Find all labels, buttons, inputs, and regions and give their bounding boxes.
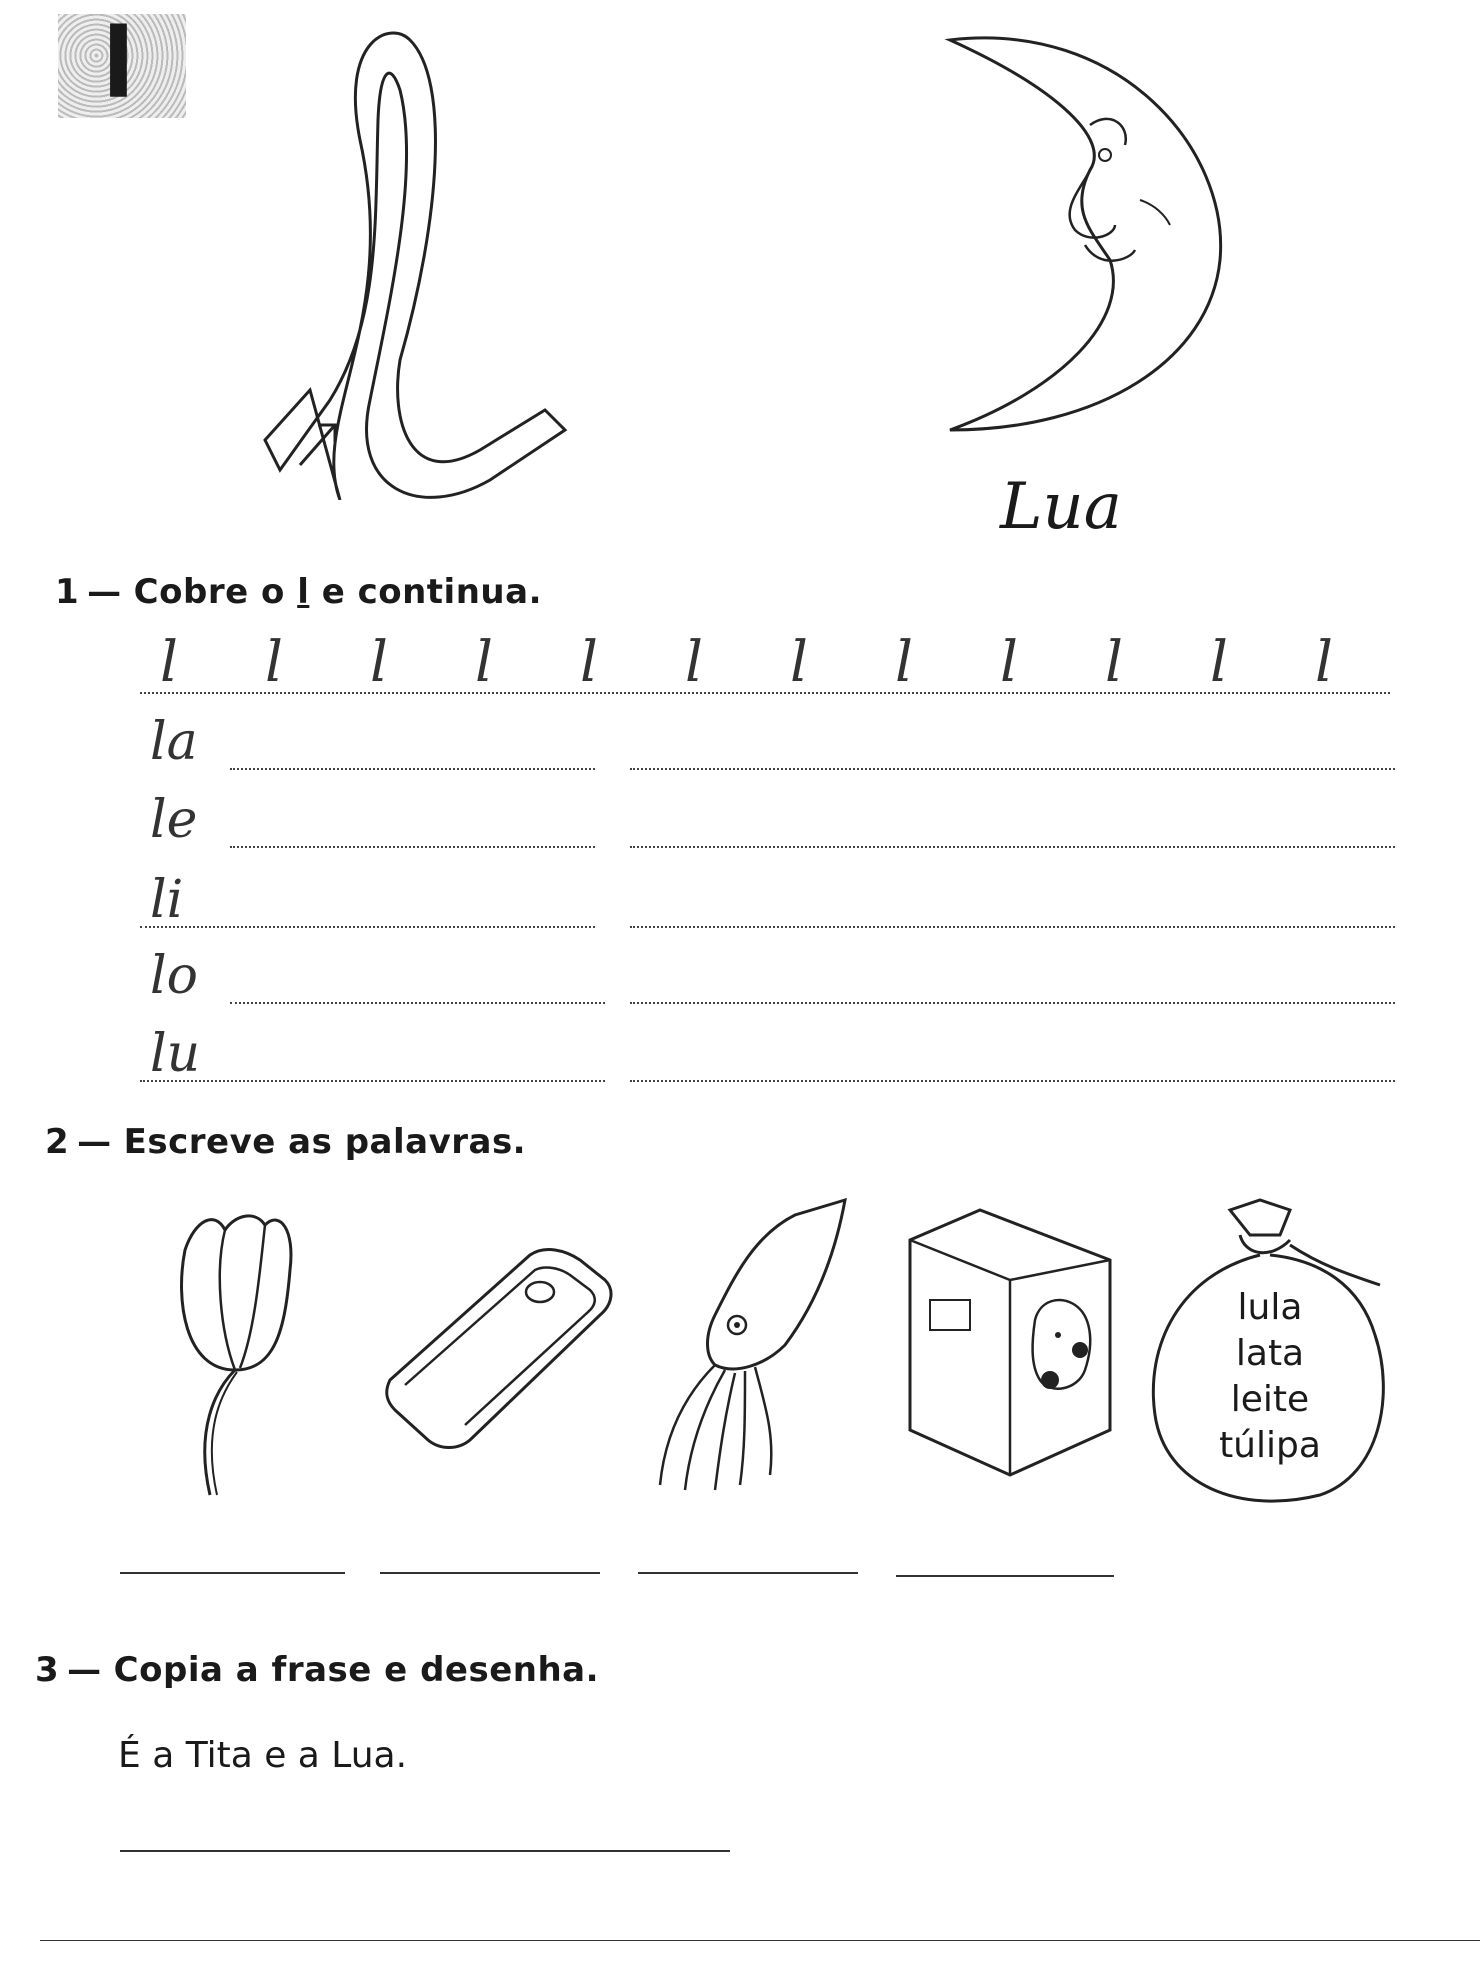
exercise2-title: 2 — Escreve as palavras. — [45, 1122, 527, 1162]
moon-illustration — [940, 30, 1240, 440]
tin-can-icon — [380, 1240, 620, 1460]
writing-line[interactable] — [630, 768, 1395, 770]
milk-carton-icon — [900, 1200, 1120, 1480]
writing-line[interactable] — [630, 1002, 1395, 1004]
trace-letter: l — [580, 630, 598, 695]
badge-letter: l — [102, 8, 135, 120]
writing-line[interactable] — [630, 846, 1395, 848]
writing-line[interactable] — [630, 1080, 1395, 1082]
syllable-lo: lo — [150, 946, 198, 1006]
trace-letter: l — [370, 630, 388, 695]
writing-line[interactable] — [230, 846, 595, 848]
trace-letter: l — [1105, 630, 1123, 695]
syllable-li: li — [150, 870, 184, 930]
syllable-lu: lu — [150, 1024, 201, 1084]
page-bottom-rule — [40, 1940, 1480, 1941]
trace-letter: l — [895, 630, 913, 695]
answer-line[interactable] — [380, 1572, 600, 1574]
tulip-icon — [165, 1210, 305, 1500]
trace-letter: l — [790, 630, 808, 695]
word-bank-item: lata — [1235, 1333, 1305, 1374]
exercise1-title: 1 — Cobre o l e continua. — [55, 572, 542, 612]
writing-line[interactable] — [230, 1002, 605, 1004]
word-bank-item: túlipa — [1219, 1425, 1321, 1466]
squid-icon — [645, 1195, 855, 1495]
model-sentence: É a Tita e a Lua. — [118, 1735, 408, 1776]
trace-letter: l — [1210, 630, 1228, 695]
answer-line[interactable] — [120, 1572, 345, 1574]
exercise3-title: 3 — Copia a frase e desenha. — [35, 1650, 600, 1690]
writing-line[interactable] — [630, 926, 1395, 928]
cursive-l-illustration — [250, 20, 580, 500]
writing-line[interactable] — [140, 926, 595, 928]
trace-letter: l — [1315, 630, 1333, 695]
trace-letter: l — [160, 630, 178, 695]
word-bank — [1150, 1285, 1390, 1469]
answer-line[interactable] — [638, 1572, 858, 1574]
l-outline-path — [265, 33, 565, 500]
syllable-la: la — [150, 712, 198, 772]
word-bank-item: lula — [1237, 1287, 1303, 1328]
word-bank-item: leite — [1230, 1379, 1310, 1420]
trace-line[interactable] — [140, 692, 1390, 694]
syllable-le: le — [150, 790, 198, 850]
picture-word: Lua — [1000, 470, 1122, 544]
trace-letter: l — [685, 630, 703, 695]
trace-letter: l — [475, 630, 493, 695]
trace-letter: l — [265, 630, 283, 695]
writing-line[interactable] — [230, 768, 595, 770]
exercise1-letter: l — [297, 572, 310, 612]
answer-line[interactable] — [896, 1575, 1114, 1577]
letter-badge — [58, 8, 186, 120]
trace-letter: l — [1000, 630, 1018, 695]
copy-line[interactable] — [120, 1850, 730, 1852]
writing-line[interactable] — [140, 1080, 605, 1082]
